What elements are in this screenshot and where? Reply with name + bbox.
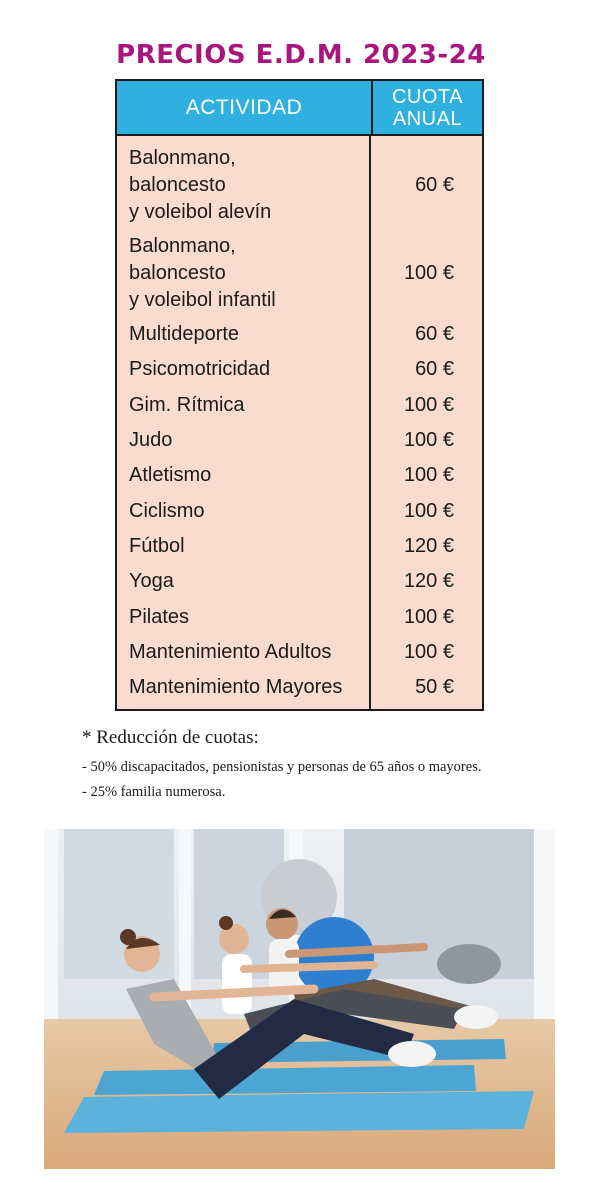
header-cuota-line2: ANUAL — [392, 107, 463, 130]
table-row — [117, 229, 482, 317]
activity-cell — [117, 233, 369, 314]
activity-cell: Gim. Rítmica — [129, 393, 245, 416]
price-cell: 100 € — [403, 499, 454, 522]
price-cell: 60 € — [415, 358, 454, 381]
page-title: PRECIOS E.D.M. 2023-24 — [116, 40, 486, 70]
price-cell: 50 € — [415, 676, 454, 699]
activity-line: Balonmano, — [129, 146, 236, 169]
activity-cell: Multideporte — [129, 323, 240, 346]
activity-cell: Yoga — [129, 570, 174, 593]
table-body — [117, 141, 482, 705]
header-cuota — [371, 81, 482, 134]
table-row — [117, 317, 482, 352]
table-row — [117, 670, 482, 705]
price-cell: 100 € — [403, 261, 454, 284]
yoga-class-illustration — [44, 829, 555, 1169]
price-cell: 120 € — [403, 534, 454, 557]
notes-title: * Reducción de cuotas: — [82, 727, 259, 748]
activity-cell: Mantenimiento Adultos — [129, 640, 332, 663]
price-cell: 100 € — [403, 464, 454, 487]
activity-cell: Ciclismo — [129, 499, 205, 522]
table-row — [117, 493, 482, 528]
price-cell: 60 € — [415, 173, 454, 196]
price-cell: 120 € — [403, 570, 454, 593]
yoga-class-photo — [44, 829, 555, 1169]
table-row — [117, 458, 482, 493]
table-row — [117, 352, 482, 387]
activity-cell: Judo — [129, 429, 173, 452]
price-cell: 100 € — [403, 429, 454, 452]
activity-cell: Fútbol — [129, 534, 185, 557]
price-table — [115, 79, 484, 711]
table-header — [117, 81, 482, 136]
table-row — [117, 635, 482, 670]
price-cell: 60 € — [415, 323, 454, 346]
activity-cell: Psicomotricidad — [129, 358, 271, 381]
activity-cell: Atletismo — [129, 464, 212, 487]
activity-line: Balonmano, — [129, 234, 236, 257]
table-row — [117, 423, 482, 458]
activity-cell: Mantenimiento Mayores — [129, 676, 343, 699]
table-row — [117, 529, 482, 564]
table-row — [117, 564, 482, 599]
activity-line: y voleibol alevín — [129, 200, 272, 223]
header-cuota-line1: CUOTA — [391, 85, 463, 108]
table-row — [117, 599, 482, 634]
activity-cell — [117, 145, 369, 226]
activity-line: baloncesto — [129, 261, 226, 284]
price-cell: 100 € — [403, 393, 454, 416]
notes-line: - 50% discapacitados, pensionistas y personas de 65 años o mayores. — [82, 759, 482, 775]
table-row — [117, 141, 482, 229]
activity-cell: Pilates — [129, 605, 190, 628]
notes-line: - 25% familia numerosa. — [82, 784, 226, 800]
table-row — [117, 388, 482, 423]
activity-line: baloncesto — [129, 173, 226, 196]
header-activity: ACTIVIDAD — [185, 95, 303, 119]
activity-line: y voleibol infantil — [129, 288, 276, 311]
price-cell: 100 € — [403, 605, 454, 628]
price-cell: 100 € — [403, 640, 454, 663]
fee-reduction-notes — [82, 727, 582, 805]
